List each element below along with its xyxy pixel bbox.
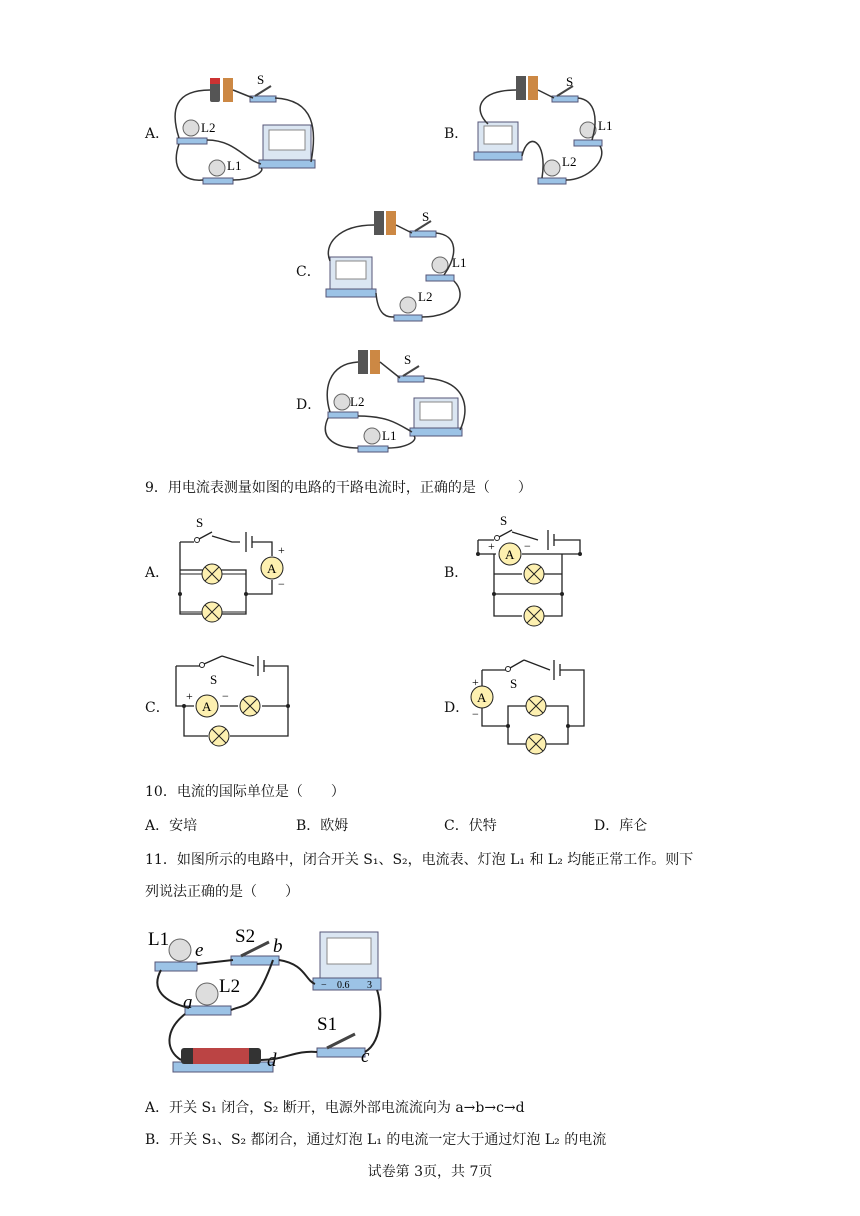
switch-label: S [422, 209, 430, 224]
point-d-label: d [267, 1050, 277, 1071]
q8-option-d-figure [318, 340, 478, 462]
lamp-label: L1 [382, 428, 397, 443]
q11-circuit-figure [145, 920, 395, 1080]
meter-3: 3 [367, 980, 372, 991]
point-e-label: e [195, 940, 204, 961]
plus-sign: + [278, 543, 285, 557]
q8-option-a-figure [165, 70, 325, 192]
q10-option-c: C．伏特 [444, 818, 497, 834]
page-footer: 试卷第 3页，共 7页 [367, 1164, 493, 1180]
minus-sign: − [524, 539, 531, 553]
q8-option-c-letter: C． [296, 264, 321, 280]
lamp-label: L2 [201, 120, 216, 135]
switch-label: S [210, 672, 218, 687]
switch-label: S [196, 515, 204, 530]
q8-option-b-letter: B． [444, 126, 469, 142]
q8-option-b-figure [468, 70, 618, 192]
q8-option-a-letter: A． [145, 126, 170, 142]
switch-label: S [257, 72, 265, 87]
q9-option-d-letter: D． [444, 700, 470, 716]
switch-label: S [566, 74, 574, 89]
ammeter-label: A [505, 547, 515, 562]
point-a-label: a [183, 992, 193, 1013]
lamp-label: L1 [227, 158, 242, 173]
q8-option-d-letter: D． [296, 397, 322, 413]
lamp-label: L2 [350, 394, 365, 409]
l1-label: L1 [148, 929, 170, 950]
switch-label: S [510, 676, 518, 691]
ammeter-label: A [267, 561, 277, 576]
plus-sign: + [186, 689, 193, 703]
q9-option-a-letter: A． [145, 565, 170, 581]
q10-option-d: D．库仑 [594, 818, 648, 834]
q11-option-a: A．开关 S₁ 闭合，S₂ 断开，电源外部电流流向为 a→b→c→d [145, 1100, 525, 1116]
meter-minus: − [321, 980, 327, 991]
plus-sign: + [472, 675, 479, 689]
point-b-label: b [273, 936, 283, 957]
lamp-label: L1 [452, 255, 467, 270]
point-c-label: c [361, 1046, 370, 1067]
lamp-label: L2 [418, 289, 433, 304]
question-10-stem: 10．电流的国际单位是（ ） [145, 784, 345, 800]
l2-label: L2 [219, 976, 241, 997]
question-9-stem: 9．用电流表测量如图的电路的干路电流时，正确的是（ ） [145, 480, 532, 496]
switch-label: S [500, 513, 508, 528]
q9-option-d-figure [470, 652, 600, 758]
q9-option-c-letter: C． [145, 700, 170, 716]
question-11-stem-line2: 列说法正确的是（ ） [145, 884, 299, 900]
q9-option-b-letter: B． [444, 565, 469, 581]
q9-option-a-figure [172, 514, 292, 630]
ammeter-label: A [202, 699, 212, 714]
q10-option-a: A．安培 [145, 818, 198, 834]
q8-option-c-figure [318, 205, 478, 327]
q9-option-c-figure [170, 650, 300, 756]
plus-sign: + [488, 539, 495, 553]
minus-sign: − [472, 707, 479, 721]
s1-label: S1 [317, 1014, 338, 1035]
ammeter-label: A [477, 690, 487, 705]
minus-sign: − [222, 689, 229, 703]
minus-sign: − [278, 577, 285, 591]
s2-label: S2 [235, 926, 256, 947]
meter-06: 0.6 [337, 980, 350, 991]
q10-option-b: B．欧姆 [296, 818, 349, 834]
switch-label: S [404, 352, 412, 367]
lamp-label: L1 [598, 118, 613, 133]
lamp-label: L2 [562, 154, 577, 169]
question-11-stem-line1: 11．如图所示的电路中，闭合开关 S₁、S₂，电流表、灯泡 L₁ 和 L₂ 均能正常工作。则下 [145, 852, 694, 868]
q9-option-b-figure [472, 512, 592, 632]
q11-option-b: B．开关 S₁、S₂ 都闭合，通过灯泡 L₁ 的电流一定大于通过灯泡 L₂ 的电流 [145, 1132, 607, 1148]
